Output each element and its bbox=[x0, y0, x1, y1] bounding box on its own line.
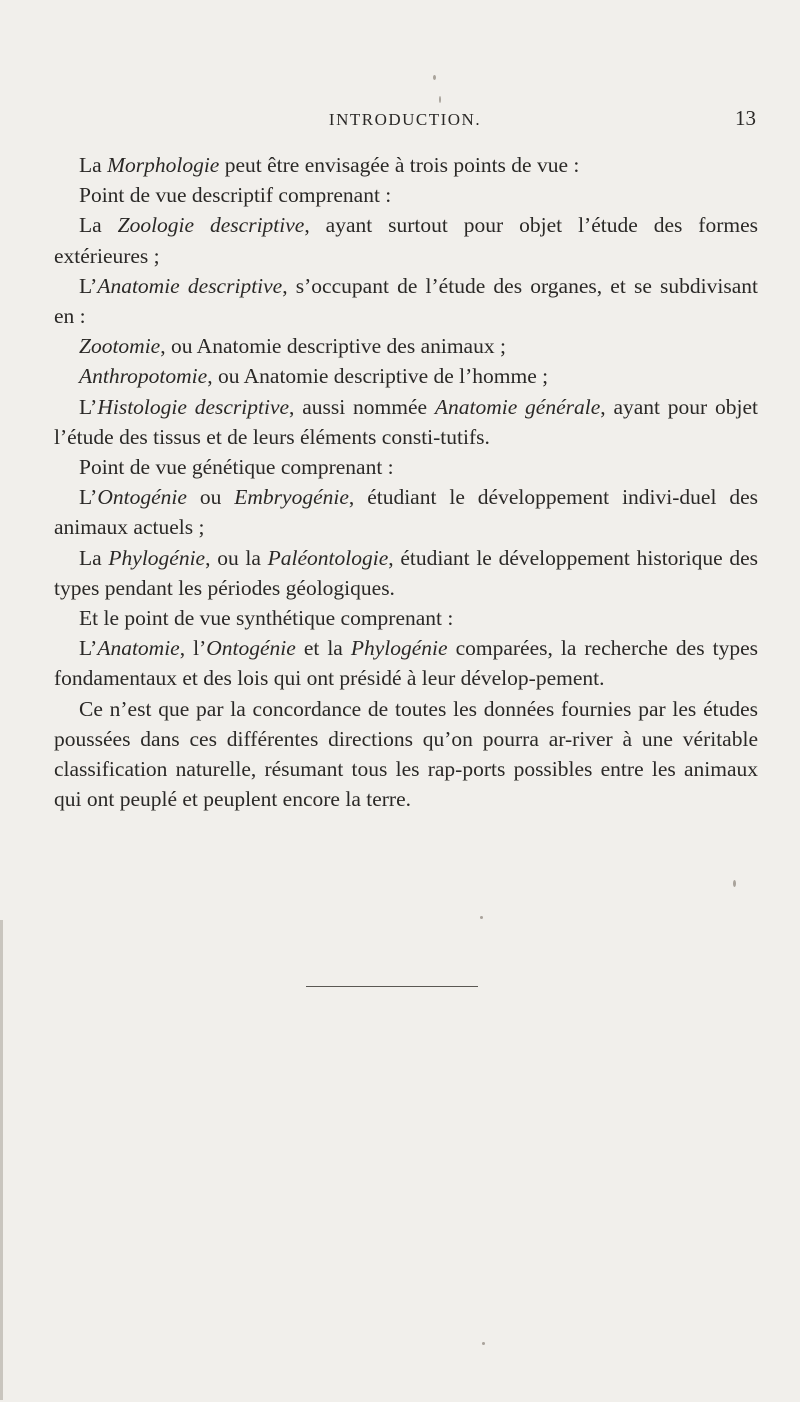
text-run: peut être envisagée à trois points de vue : bbox=[219, 153, 580, 177]
text-run: , ou Anatomie descriptive des animaux ; bbox=[160, 334, 506, 359]
text-run: La bbox=[79, 213, 118, 238]
paragraph bbox=[54, 603, 758, 633]
paragraph bbox=[54, 633, 758, 693]
italic-term: Embryogénie bbox=[234, 485, 349, 510]
italic-term: Anatomie bbox=[97, 636, 180, 661]
paragraph bbox=[54, 331, 758, 361]
paragraph bbox=[54, 180, 758, 210]
running-head bbox=[54, 106, 756, 140]
text-run: La bbox=[79, 153, 108, 177]
paragraph bbox=[54, 392, 758, 452]
text-run: , ayant surtout pour objet l’étude des formes extérieures ; bbox=[54, 213, 758, 268]
italic-term: Ontogénie bbox=[97, 485, 187, 510]
text-run: L’ bbox=[79, 485, 98, 510]
paragraph bbox=[54, 482, 758, 542]
text-run: L’ bbox=[79, 636, 98, 661]
paragraph bbox=[54, 210, 758, 270]
paragraph bbox=[54, 694, 758, 815]
text-run: , ou la bbox=[205, 545, 268, 570]
paragraph bbox=[54, 150, 758, 180]
running-title: INTRODUCTION. bbox=[328, 110, 482, 129]
text-run: , ayant pour objet l’étude des tissus et de leurs éléments consti-tutifs. bbox=[54, 394, 758, 449]
text-run: Point de vue descriptif comprenant : bbox=[79, 183, 392, 208]
text-run: Et le point de vue synthétique comprenant : bbox=[79, 606, 454, 631]
text-run: comparées, la recherche des types fondamentaux et des lois qui ont présidé à leur dévelop-pement. bbox=[54, 636, 758, 691]
body-text bbox=[54, 150, 758, 814]
italic-term: Morphologie bbox=[107, 153, 220, 177]
paper-speck bbox=[480, 916, 483, 919]
italic-term: Anthropotomie bbox=[79, 364, 208, 389]
text-run: L’ bbox=[79, 394, 98, 419]
paragraph bbox=[54, 452, 758, 482]
paper-speck bbox=[733, 880, 736, 887]
paragraph bbox=[54, 361, 758, 391]
italic-term: Zoologie descriptive bbox=[117, 213, 305, 238]
paper-speck bbox=[439, 96, 441, 103]
italic-term: Ontogénie bbox=[206, 636, 296, 661]
page-number: 13 bbox=[735, 106, 756, 130]
paper-speck bbox=[482, 1342, 485, 1345]
text-run: et la bbox=[295, 636, 351, 661]
paper-speck bbox=[433, 75, 436, 80]
text-run: L’ bbox=[79, 273, 98, 298]
text-run: , s’occupant de l’étude des organes, et se subdivisant en : bbox=[54, 273, 758, 329]
italic-term: Anatomie descriptive bbox=[97, 273, 283, 298]
page-edge-shadow bbox=[0, 920, 3, 1400]
paragraph bbox=[54, 543, 758, 603]
text-run: La bbox=[79, 545, 109, 570]
text-run: , l’ bbox=[179, 636, 207, 661]
text-run: ou bbox=[186, 485, 235, 510]
text-run: Ce n’est que par la concordance de toutes les données fournies par les études poussées dans ces différentes directions qu’on pourra ar-river à une véritable classification naturelle, résumant tous les rap-ports possibles entre les animaux qui ont peuplé et peuplent encore la terre. bbox=[54, 696, 758, 812]
text-run: , étudiant le développement historique des types pendant les périodes géologiques. bbox=[54, 545, 758, 600]
italic-term: Paléontologie bbox=[267, 545, 389, 570]
section-end-rule bbox=[306, 986, 478, 987]
text-run: Point de vue génétique comprenant : bbox=[79, 455, 394, 480]
text-run: , ou Anatomie descriptive de l’homme ; bbox=[207, 364, 549, 389]
italic-term: Histologie descriptive bbox=[97, 394, 290, 419]
italic-term: Anatomie générale bbox=[434, 394, 601, 419]
italic-term: Phylogénie bbox=[108, 545, 206, 570]
text-run: , aussi nommée bbox=[289, 394, 435, 419]
paragraph bbox=[54, 271, 758, 331]
italic-term: Zootomie bbox=[79, 334, 161, 359]
italic-term: Phylogénie bbox=[350, 636, 448, 661]
text-run: , étudiant le développement indivi-duel des animaux actuels ; bbox=[54, 485, 759, 540]
